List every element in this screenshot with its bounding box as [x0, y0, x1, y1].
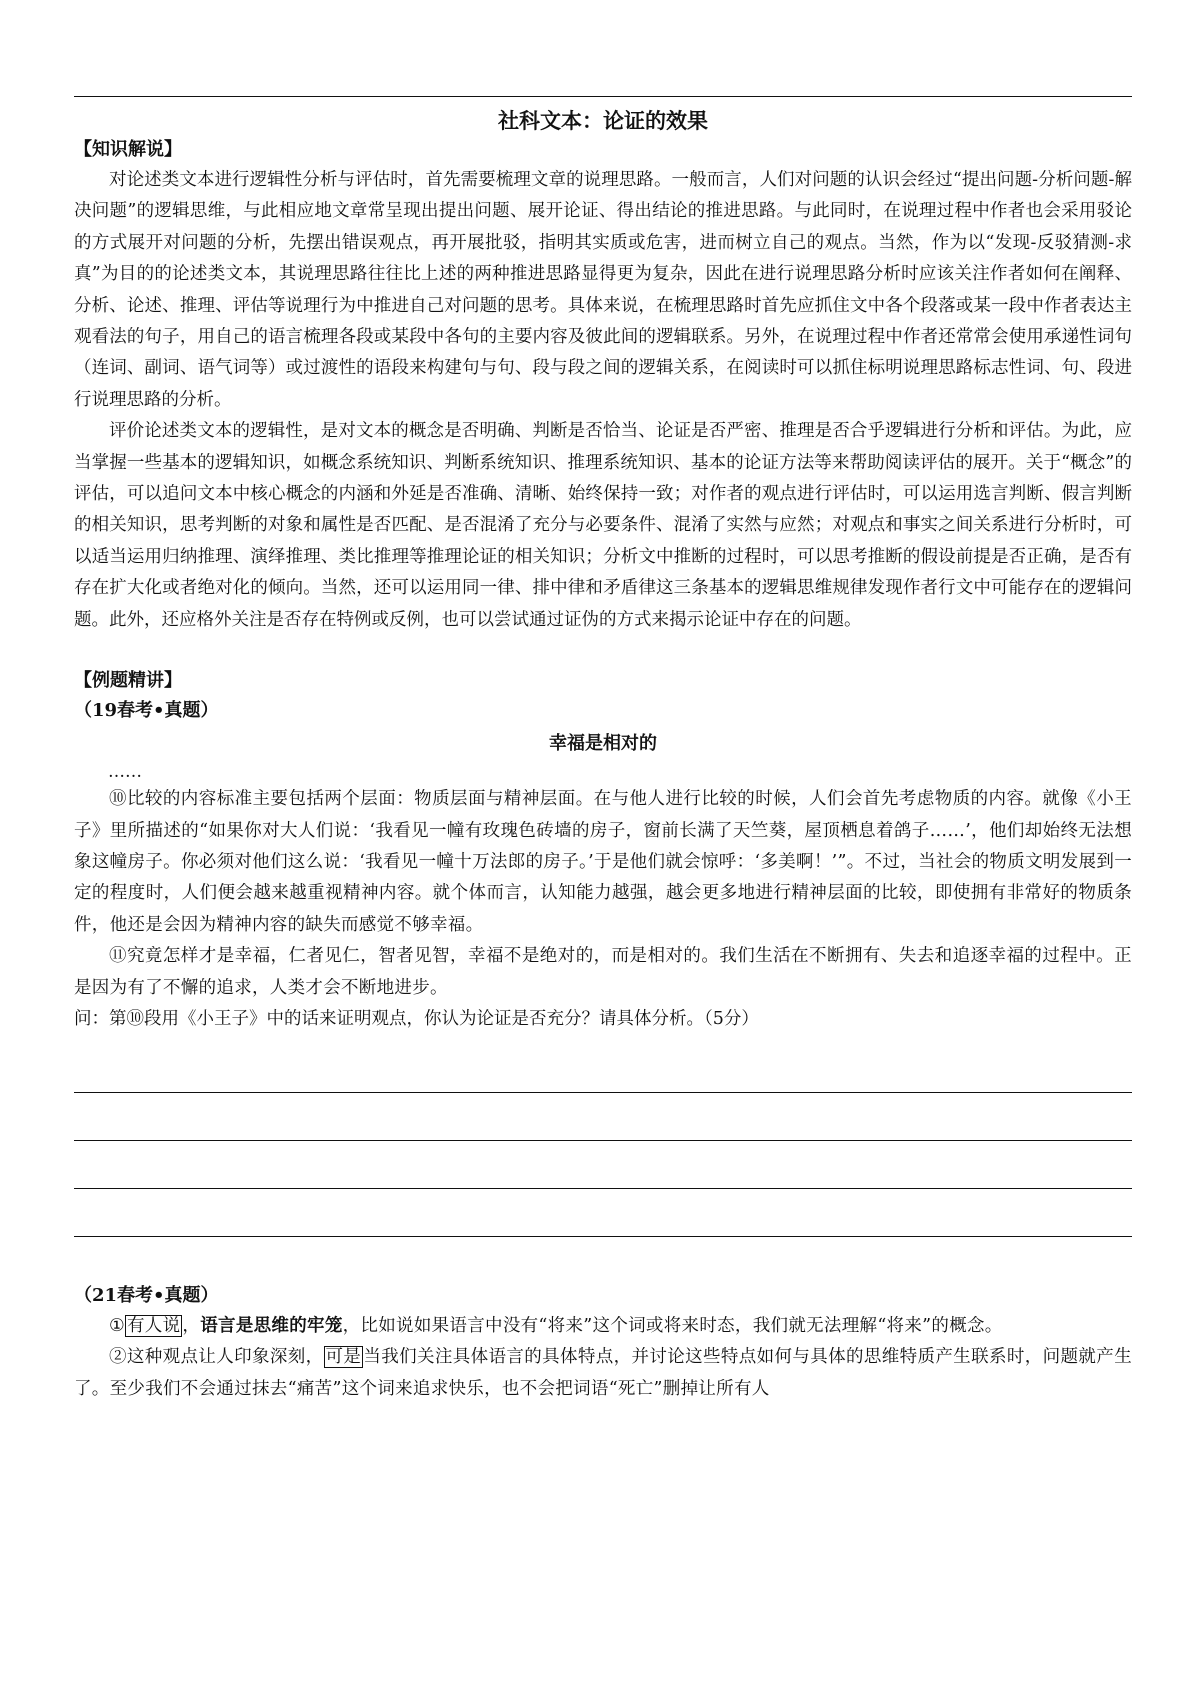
examples-heading: 【例题精讲】: [74, 670, 182, 692]
knowledge-heading: 【知识解说】: [74, 139, 182, 160]
example1-question: 问：第⑩段用《小王子》中的话来证明观点，你认为论证是否充分？请具体分析。（5分）: [74, 1008, 759, 1029]
example2-source: （21春考•真题）: [74, 1284, 219, 1306]
document-page: [74, 96, 1132, 1405]
answer-line[interactable]: [74, 1189, 1132, 1237]
paragraph-rest: ，比如说如果语言中没有“将来”这个词或将来时态，我们就无法理解“将来”的概念。: [342, 1315, 1003, 1336]
example1-paragraph-10: ⑩比较的内容标准主要包括两个层面：物质层面与精神层面。在与他人进行比较的时候，人们会首先考虑物质的内容。就像《小王子》里所描述的“如果你对大人们说：‘我看见一幢有玫瑰色砖墙的房子，窗前长满了天竺葵，屋顶栖息着鸽子……’，他们却始终无法想象这幢房子。你必须对他们这么说：‘我看见一幢十万法郎的房子。’于是他们就会惊呼：‘多美啊！’”。不过，当社会的物质文明发展到一定的程度时，人们便会越来越重视精神内容。就个体而言，认知能力越强，越会更多地进行精神层面的比较，即使拥有非常好的物质条件，他还是会因为精神内容的缺失而感觉不够幸福。: [74, 789, 1132, 935]
example1-paragraph-11: ⑪究竟怎样才是幸福，仁者见仁，智者见智，幸福不是绝对的，而是相对的。我们生活在不断拥有、失去和追逐幸福的过程中。正是因为有了不懈的追求，人类才会不断地进步。: [74, 946, 1132, 998]
answer-line[interactable]: [74, 1093, 1132, 1141]
example2-paragraph-2: [74, 1342, 1132, 1405]
knowledge-paragraph-1: 对论述类文本进行逻辑性分析与评估时，首先需要梳理文章的说理思路。一般而言，人们对问题的认识会经过“提出问题-分析问题-解决问题”的逻辑思维，与此相应地文章常呈现出提出问题、展开论证、得出结论的推进思路。与此同时，在说理过程中作者也会采用驳论的方式展开对问题的分析，先摆出错误观点，再开展批驳，指明其实质或危害，进而树立自己的观点。当然，作为以“发现-反驳猜测-求真”为目的的论述类文本，其说理思路往往比上述的两种推进思路显得更为复杂，因此在进行说理思路分析时应该关注作者如何在阐释、分析、论述、推理、评估等说理行为中推进自己对问题的思考。具体来说，在梳理思路时首先应抓住文中各个段落或某一段中作者表达主观看法的句子，用自己的语言梳理各段或某段中各句的主要内容及彼此间的逻辑联系。另外，在说理过程中作者还常常会使用承递性词句（连词、副词、语气词等）或过渡性的语段来构建句与句、段与段之间的逻辑关系，在阅读时可以抓住标明说理思路标志性词、句、段进行说理思路的分析。: [74, 170, 1132, 410]
example1-ellipsis: ……: [108, 762, 142, 783]
paragraph-lead: ②这种观点让人印象深刻，: [109, 1347, 324, 1368]
separator: ，: [182, 1315, 201, 1336]
bold-claim: 语言是思维的牢笼: [200, 1315, 343, 1336]
example1-source: （19春考•真题）: [74, 700, 219, 722]
knowledge-paragraph-2: 评价论述类文本的逻辑性，是对文本的概念是否明确、判断是否恰当、论证是否严密、推理是否合乎逻辑进行分析和评估。为此，应当掌握一些基本的逻辑知识，如概念系统知识、判断系统知识、推理系统知识、基本的论证方法等来帮助阅读评估的展开。关于“概念”的评估，可以追问文本中核心概念的内涵和外延是否准确、清晰、始终保持一致；对作者的观点进行评估时，可以运用选言判断、假言判断的相关知识，思考判断的对象和属性是否匹配、是否混淆了充分与必要条件、混淆了实然与应然；对观点和事实之间关系进行分析时，可以适当运用归纳推理、演绎推理、类比推理等推理论证的相关知识；分析文中推断的过程时，可以思考推断的假设前提是否正确，是否有存在扩大化或者绝对化的倾向。当然，还可以运用同一律、排中律和矛盾律这三条基本的逻辑思维规律发现作者行文中可能存在的逻辑问题。此外，还应格外关注是否存在特例或反例，也可以尝试通过证伪的方式来揭示论证中存在的问题。: [74, 421, 1132, 630]
example2-paragraph-1: [74, 1311, 1132, 1342]
top-rule: [74, 96, 1132, 97]
answer-line[interactable]: [74, 1045, 1132, 1093]
example1-article-title: 幸福是相对的: [549, 733, 657, 755]
boxed-word: 有人说: [127, 1315, 181, 1336]
answer-lines: [74, 1045, 1132, 1237]
answer-line[interactable]: [74, 1141, 1132, 1189]
paragraph-number: ①: [109, 1315, 125, 1336]
paragraph-rest: 当我们关注具体语言的具体特点，并讨论这些特点如何与具体的思维特质产生联系时，问题就产生了。至少我们不会通过抹去“痛苦”这个词来追求快乐，也不会把词语“死亡”删掉让所有人: [74, 1347, 1132, 1399]
page-title: 社科文本：论证的效果: [498, 108, 708, 133]
boxed-word: 可是: [325, 1347, 362, 1368]
